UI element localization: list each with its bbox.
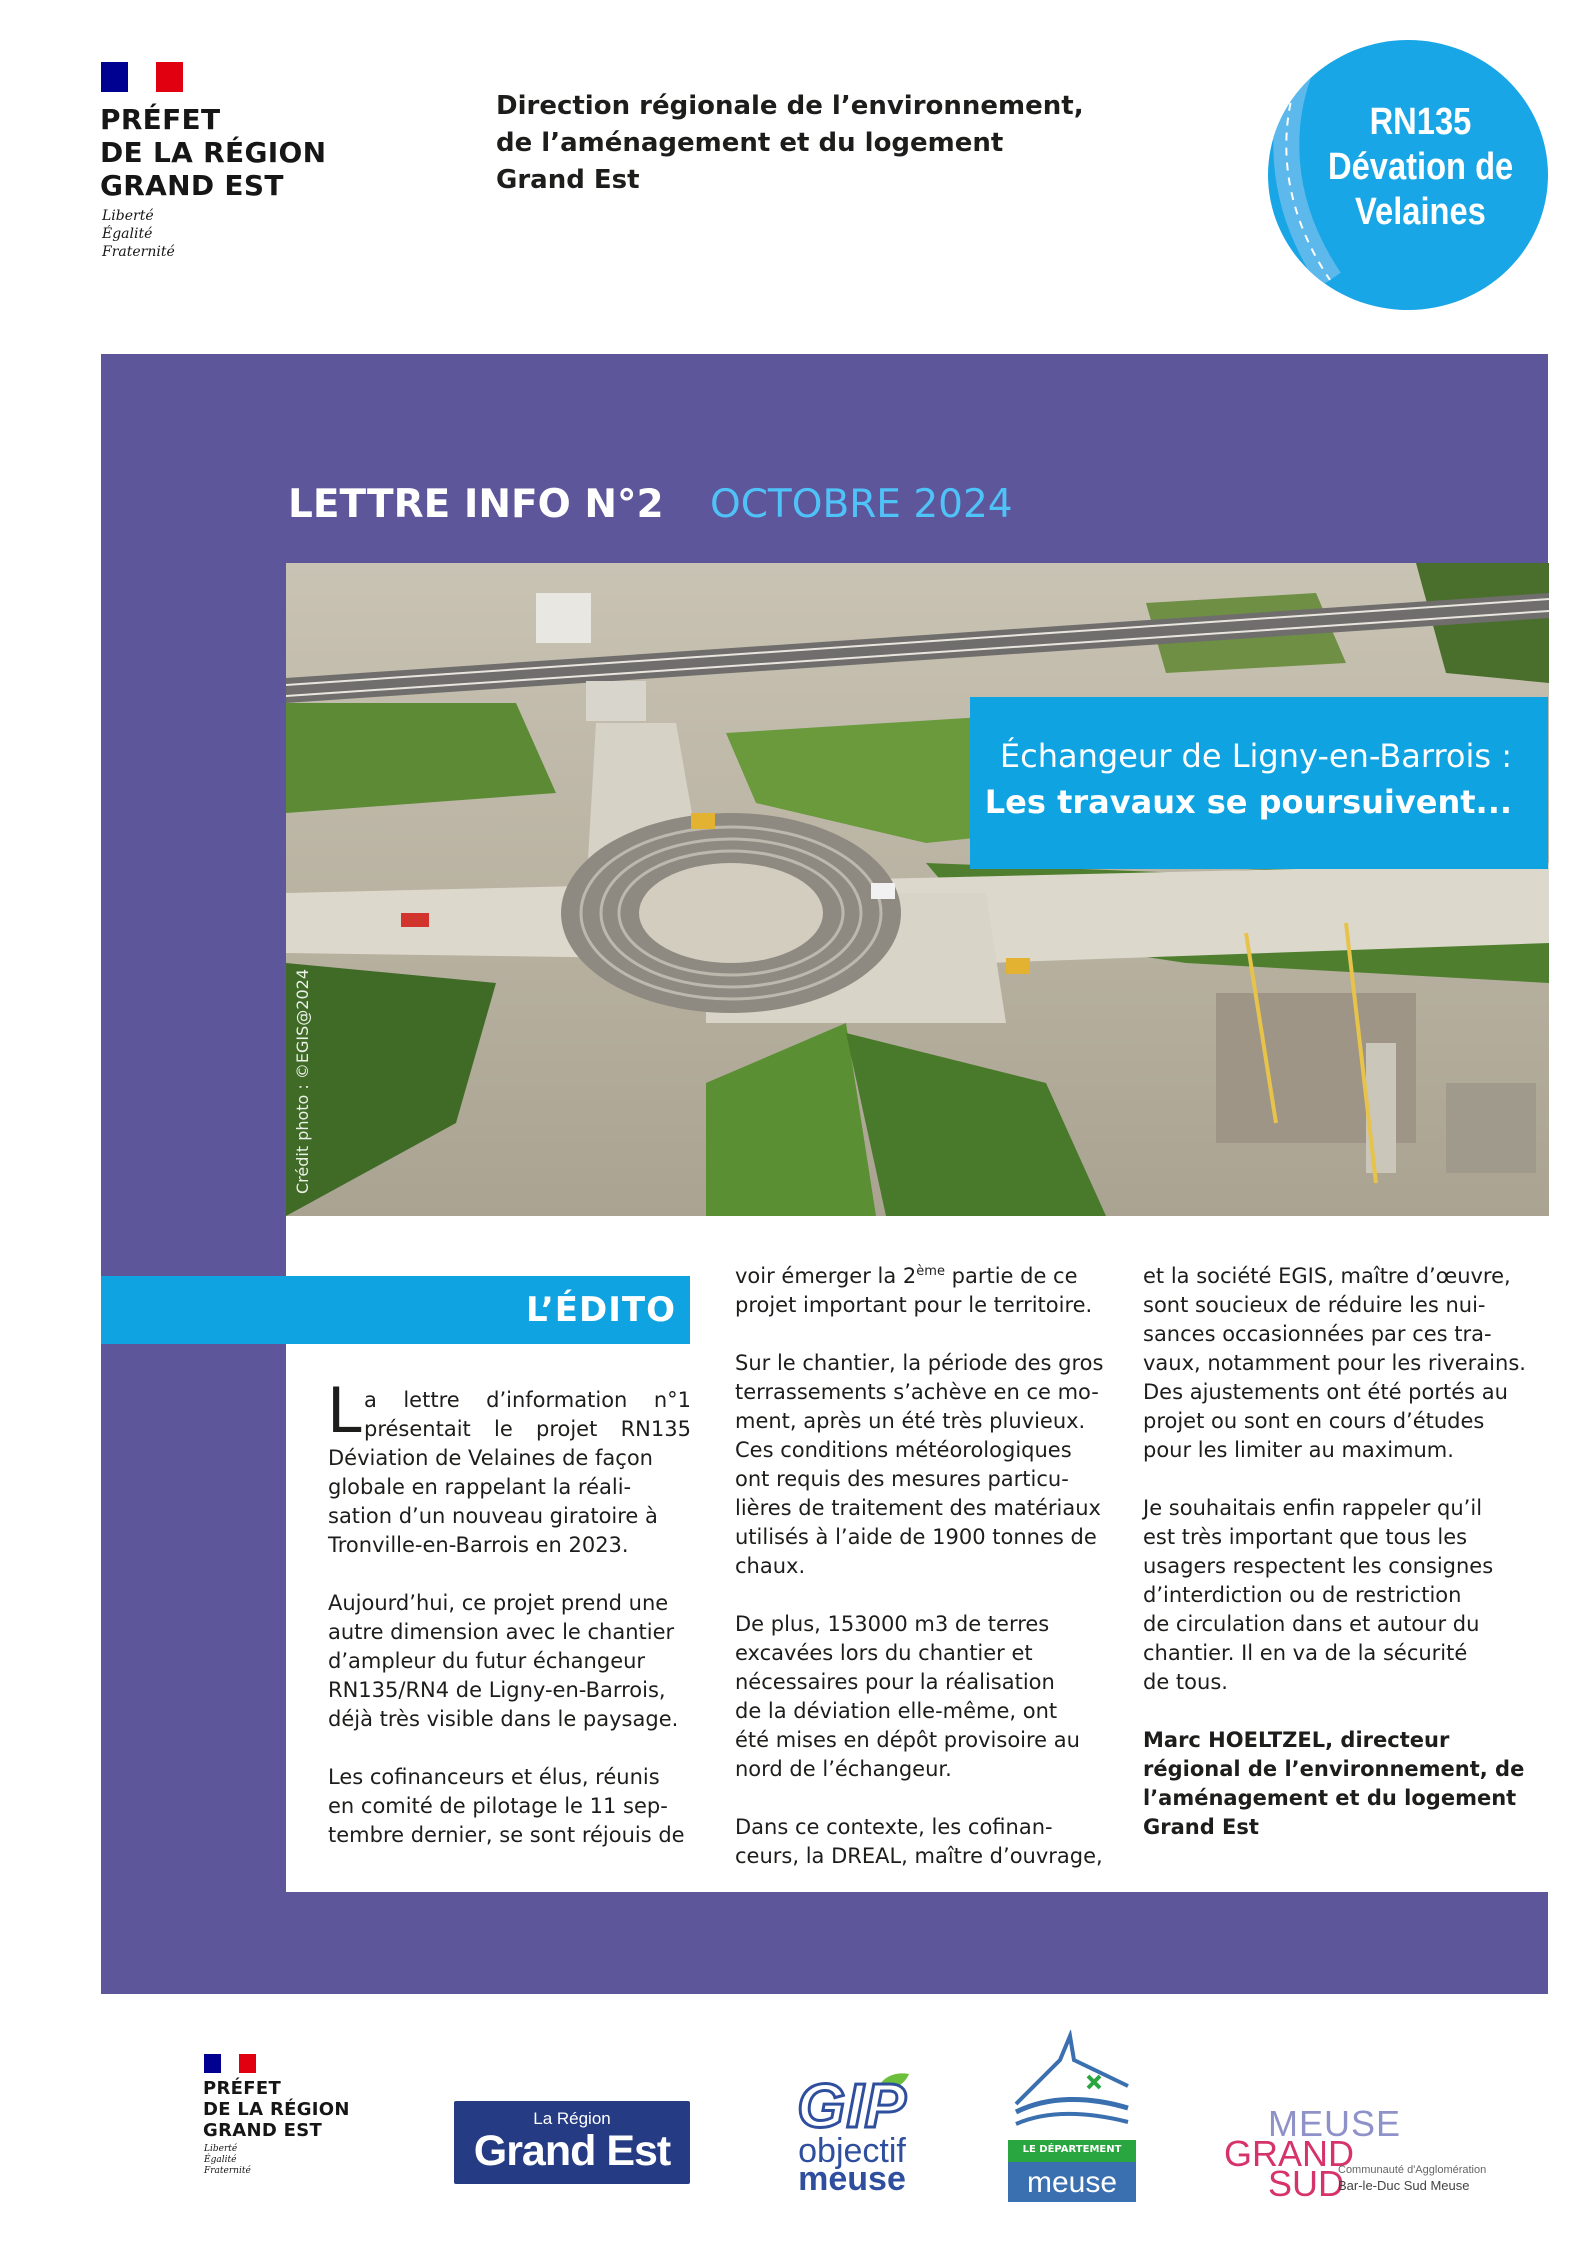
edito-column-2 [735,1262,1104,1871]
dreal-line: de l’aménagement et du logement [496,128,1004,158]
text-line: voir émerger la 2ème partie de ce [735,1264,1078,1288]
text-line: ont requis des mesures particu- [735,1467,1069,1491]
edito-column-3 [1143,1262,1526,1842]
footer-republic-flag-icon [204,2054,256,2073]
drop-cap: L [327,1374,362,1447]
text-line: pour les limiter au maximum. [1143,1438,1454,1462]
footer-republic-motto [204,2144,251,2177]
gip-logo-line: meuse [798,2160,906,2198]
text-line: de tous. [1143,1670,1228,1694]
text-line: sances occasionnées par ces tra- [1143,1322,1492,1346]
departement-meuse-logo [1008,2030,1136,2202]
text-line: projet ou sont en cours d’études [1143,1409,1485,1433]
signature-line: l’aménagement et du logement [1143,1786,1517,1810]
dreal-title [496,88,1116,199]
text-line: vaux, notamment pour les riverains. [1143,1351,1526,1375]
motto-line: Liberté [204,2144,238,2154]
text-line: présentait le projet RN135 [364,1417,691,1441]
project-badge [1268,40,1548,310]
motto-line: Liberté [102,208,154,224]
aerial-photo [286,563,1549,1216]
text-line: Ces conditions météorologiques [735,1438,1072,1462]
text-line: lières de traitement des matériaux [735,1496,1101,1520]
text-line: nord de l’échangeur. [735,1757,952,1781]
text-line: Les cofinanceurs et élus, réunis [328,1765,660,1789]
gip-logo-line: objectif [798,2132,906,2170]
motto-line: Égalité [204,2155,237,2165]
text-line: et la société EGIS, maître d’œuvre, [1143,1264,1511,1288]
text-line: d’ampleur du futur échangeur [328,1649,646,1673]
republic-motto [102,207,175,261]
motto-line: Égalité [102,226,153,242]
text-line: de la déviation elle-même, ont [735,1699,1058,1723]
text-line: Dans ce contexte, les cofinan- [735,1815,1053,1839]
text-line: Des ajustements ont été portés au [1143,1380,1508,1404]
meuse-grand-sud-logo [1224,2103,1504,2204]
text-line: est très important que tous les [1143,1525,1468,1549]
signature-line: Marc HOELTZEL, directeur [1143,1728,1450,1752]
signature-line: régional de l’environnement, de [1143,1757,1525,1781]
newsletter-title: LETTRE INFO N°2 [288,482,664,527]
signature-line: Grand Est [1143,1815,1259,1839]
badge-text [1328,100,1513,235]
prefet-line: GRAND EST [100,169,284,202]
text-line: De plus, 153000 m3 de terres [735,1612,1050,1636]
text-line: d’interdiction ou de restriction [1143,1583,1462,1607]
edito-heading: L’ÉDITO [526,1290,676,1330]
department-small-label: LE DÉPARTEMENT [1022,2144,1122,2155]
department-band [1008,2140,1136,2162]
mgs-logo-line: MEUSE [1268,2103,1402,2144]
text-line: RN135/RN4 de Ligny-en-Barrois, [328,1678,666,1702]
prefet-logo-title [100,103,326,202]
text-line: chaux. [735,1554,806,1578]
text-line: Sur le chantier, la période des gros [735,1351,1104,1375]
prefet-line: PRÉFET [100,103,221,136]
text-line: excavées lors du chantier et [735,1641,1033,1665]
prefet-line: GRAND EST [203,2120,323,2141]
edito-column-1 [328,1444,691,1850]
text-line: ceurs, la DREAL, maître d’ouvrage, [735,1844,1103,1868]
mgs-subtitle: Bar-le-Duc Sud Meuse [1338,2178,1470,2193]
text-line: nécessaires pour la réalisation [735,1670,1055,1694]
gip-logo-line: GIP [797,2072,907,2141]
text-line: usagers respectent les consignes [1143,1554,1494,1578]
text-line: a lettre d’information n°1 [364,1388,691,1412]
motto-line: Fraternité [204,2166,251,2176]
text-line: sation d’un nouveau giratoire à [328,1504,658,1528]
badge-line: Velaines [1355,191,1486,233]
footer-prefet-logo [203,2078,350,2141]
callout-subtitle: Échangeur de Ligny-en-Barrois : [999,737,1512,775]
text-line: terrassements s’achève en ce mo- [735,1380,1099,1404]
text-line: autre dimension avec le chantier [328,1620,675,1644]
mgs-logo-line: GRAND [1224,2133,1355,2174]
motto-line: Fraternité [102,244,175,260]
text-line: projet important pour le territoire. [735,1293,1093,1317]
gip-objectif-meuse-logo [777,2072,927,2198]
text-line: Je souhaitais enfin rappeler qu’il [1143,1496,1483,1520]
text-line: déjà très visible dans le paysage. [328,1707,679,1731]
region-logo-small: La Région [533,2109,611,2128]
callout-title: Les travaux se poursuivent... [984,783,1512,821]
region-grand-est-logo [454,2101,690,2184]
text-line: Déviation de Velaines de façon [328,1446,653,1470]
prefet-line: PRÉFET [203,2078,282,2099]
badge-line: RN135 [1369,101,1472,143]
text-line: ment, après un été très pluvieux. [735,1409,1086,1433]
mgs-subtitle: Communauté d'Agglomération [1338,2164,1487,2176]
department-emblem-icon [1008,2030,1136,2138]
mgs-logo-line: SUD [1268,2163,1345,2204]
prefet-line: DE LA RÉGION [203,2099,350,2120]
prefet-line: DE LA RÉGION [100,136,327,169]
text-line: chantier. Il en va de la sécurité [1143,1641,1468,1665]
dreal-line: Direction régionale de l’environnement, [496,91,1084,121]
region-logo-big: Grand Est [473,2127,671,2175]
text-line: globale en rappelant la réali- [328,1475,632,1499]
edito-banner [101,1276,690,1344]
department-name: meuse [1026,2166,1118,2199]
text-line: tembre dernier, se sont réjouis de [328,1823,685,1847]
republic-flag-icon [101,62,183,92]
text-line: Aujourd’hui, ce projet prend une [328,1591,669,1615]
text-line: été mises en dépôt provisoire au [735,1728,1080,1752]
edito-column-1-dropcap-lines [364,1386,691,1444]
badge-line: Dévation de [1328,146,1514,188]
photo-credit: Crédit photo : ©EGIS@2024 [293,968,312,1194]
department-box [1008,2162,1136,2202]
text-line: en comité de pilotage le 11 sep- [328,1794,668,1818]
construction-site-image [286,563,1549,1216]
dreal-line: Grand Est [496,165,640,195]
photo-callout [970,697,1548,869]
text-line: de circulation dans et autour du [1143,1612,1480,1636]
newsletter-date: OCTOBRE 2024 [710,482,1013,527]
text-line: sont soucieux de réduire les nui- [1143,1293,1486,1317]
text-line: utilisés à l’aide de 1900 tonnes de [735,1525,1097,1549]
text-line: Tronville-en-Barrois en 2023. [328,1533,629,1557]
